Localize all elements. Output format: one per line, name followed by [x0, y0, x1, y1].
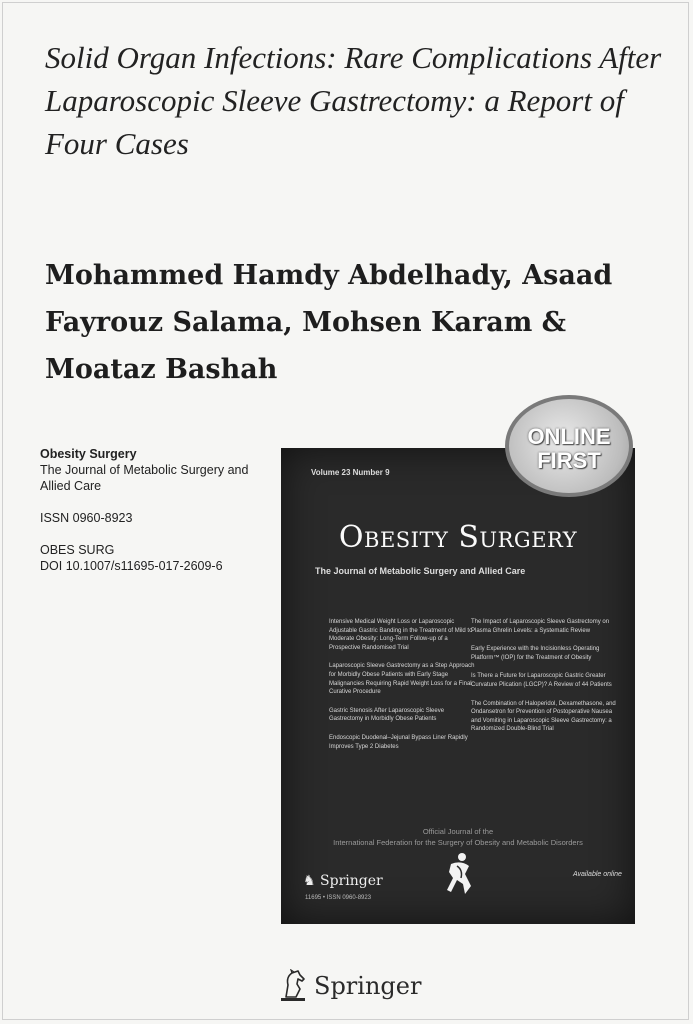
- cover-article: The Combination of Haloperidol, Dexamethasone, and Ondansetron for Prevention of Postoperative Nausea and Vomiting in Laparoscopic Sleeve Gastrectomy: a Randomized Double-Blind Trial: [471, 700, 616, 733]
- official-line-2: International Federation for the Surgery of Obesity and Metabolic Disorders: [333, 838, 583, 847]
- springer-horse-icon: [278, 969, 308, 1003]
- cover-article: Is There a Future for Laparoscopic Gastric Greater Curvature Plication (LGCP)? A Review of 44 Patients: [471, 673, 612, 688]
- cover-article: The Impact of Laparoscopic Sleeve Gastrectomy on Plasma Ghrelin Levels: a Systematic Review: [471, 619, 610, 634]
- cover-volume: Volume 23 Number 9: [311, 468, 390, 477]
- cover-article: Early Experience with the Incisionless Operating Platform™ (IOP) for the Treatment of Obesity: [471, 646, 600, 661]
- article-title: Solid Organ Infections: Rare Complications After Laparoscopic Sleeve Gastrectomy: a Report of Four Cases: [45, 40, 662, 161]
- cover-issn: 11695 • ISSN 0960-8923: [305, 895, 372, 901]
- cover-subtitle: The Journal of Metabolic Surgery and Allied Care: [315, 566, 526, 576]
- cover-article: Endoscopic Duodenal–Jejunal Bypass Liner Rapidly Improves Type 2 Diabetes: [329, 734, 468, 750]
- springer-horse-icon: ♞: [303, 873, 316, 889]
- journal-subtitle: The Journal of Metabolic Surgery and Allied Care: [40, 463, 249, 493]
- cover-article: Laparoscopic Sleeve Gastrectomy as a Step Approach for Morbidly Obese Patients with Early Stage Malignancies Requiring Rapid Weight Loss for a Final Curative Procedure: [329, 663, 475, 696]
- journal-cover: [281, 448, 635, 924]
- journal-name: Obesity Surgery: [40, 447, 137, 461]
- cover-springer-logo: [303, 873, 383, 889]
- online-first-badge: [505, 395, 633, 497]
- badge-line-1: ONLINE: [527, 424, 611, 449]
- cover-available: Available online: [573, 871, 622, 878]
- article-authors: Mohammed Hamdy Abdelhady, Asaad Fayrouz Salama, Mohsen Karam & Moataz Bashah: [45, 260, 613, 385]
- cover-publisher: Springer: [320, 873, 383, 889]
- official-line-1: Official Journal of the: [422, 827, 494, 836]
- cover-article: Gastric Stenosis After Laparoscopic Sleeve Gastrectomy in Morbidly Obese Patients: [329, 707, 445, 723]
- ifso-emblem-icon: [443, 850, 477, 896]
- footer-springer-logo: [278, 966, 421, 1006]
- journal-doi: DOI 10.1007/s11695-017-2609-6: [40, 559, 223, 573]
- journal-abbrev: OBES SURG: [40, 543, 115, 557]
- cover-articles-right: [471, 618, 621, 744]
- cover-official-journal: [281, 826, 635, 848]
- journal-info: [40, 446, 275, 574]
- badge-line-2: FIRST: [537, 448, 601, 473]
- cover-article: Intensive Medical Weight Loss or Laparoscopic Adjustable Gastric Banding in the Treatment of Mild to Moderate Obesity: Long-Term Follow-up of a Prospective Randomised Trial: [329, 619, 473, 651]
- footer-publisher: Springer: [314, 972, 422, 1000]
- cover-title: Obesity Surgery: [338, 520, 578, 555]
- cover-articles-left: [329, 618, 479, 761]
- journal-issn: ISSN 0960-8923: [40, 511, 133, 525]
